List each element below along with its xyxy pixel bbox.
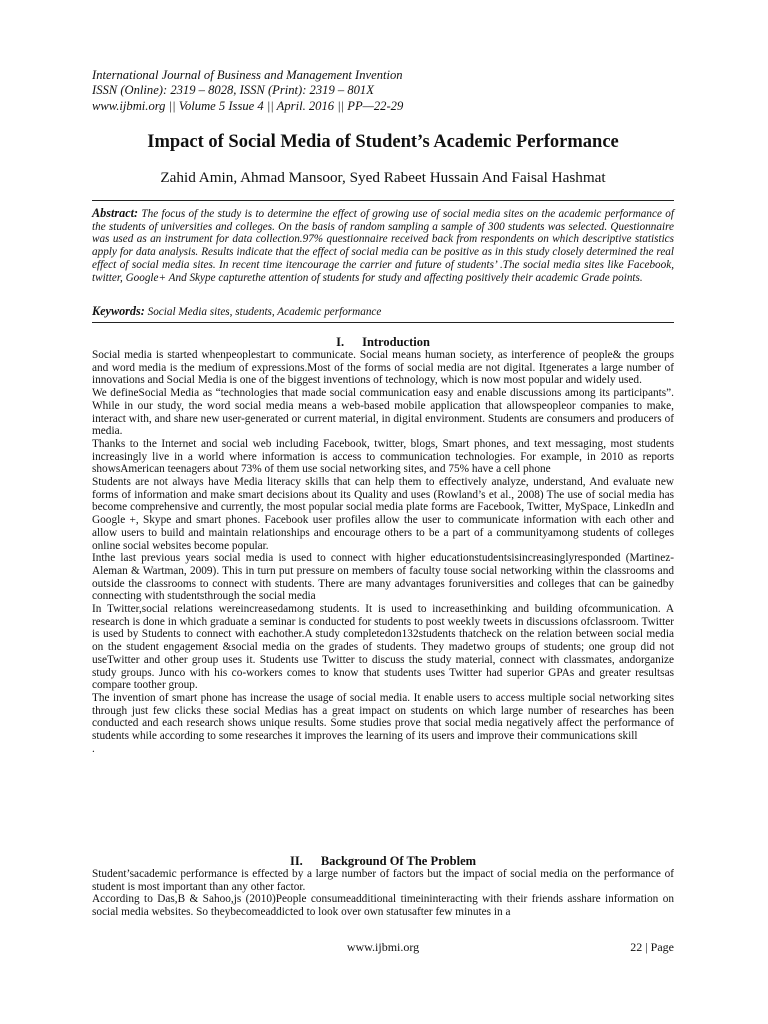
paragraph: Students are not always have Media literacy skills that can help them to effectively analyze, understand, And evaluate new forms of information and make smart decisions about its Quality and uses (Rowland’s et al., 2008) The use of social media has become comprehensive and currently, the most popular social media plate forms are Facebook, Twitter, MySpace, LinkedIn and Google +, Skype and smart phones. Facebook user profiles allow the user to communicate information with each other and allow users to build and maintain relationships and encourage others to be a part of a communityamong students of colleges online social websites become popular. xyxy=(92,476,674,552)
section-title: Introduction xyxy=(362,335,430,349)
keywords-text: Social Media sites, students, Academic performance xyxy=(144,306,382,318)
abstract xyxy=(92,207,674,284)
paragraph: The invention of smart phone has increase the usage of social media. It enable users to access multiple social networking sites through just few clicks these social Medias has a great impact on students on which large number of researches has been conducted and each research shows unique results. Some studies prove that social media negatively affect the performance of students while according to some researches it improves the learning of its users and improve their communications skill xyxy=(92,691,674,743)
footer-url: www.ijbmi.org xyxy=(346,940,420,954)
paragraph: Student’sacademic performance is effected by a large number of factors but the impact of social media on the performance of student is most important than any other factor. xyxy=(92,868,674,893)
paragraph: Social media is started whenpeoplestart to communicate. Social means human society, as interference of people& the groups and word media is the medium of expressions.Most of the forms of social media are not digital. Itgenerates a large number of innovations and Social Media is one of the biggest inventions of technology, which is now most popular and widely used. xyxy=(92,349,674,387)
paragraph: Thanks to the Internet and social web including Facebook, twitter, blogs, Smart phones, and text messaging, most students increasingly live in a world where information is access to communication technologies. For example, in 2010 as reports showsAmerican teenagers about 73% of them use social networking sites, and 75% have a cell phone xyxy=(92,437,674,476)
introduction-body xyxy=(92,349,674,756)
paper-title: Impact of Social Media of Student’s Academic Performance xyxy=(147,132,619,152)
footer-page-number: 22 | Page xyxy=(630,940,674,954)
journal-issn: ISSN (Online): 2319 – 8028, ISSN (Print): 2319 – 801X xyxy=(92,83,374,98)
paragraph: . xyxy=(92,742,95,755)
background-body xyxy=(92,868,674,919)
abstract-label: Abstract: xyxy=(92,206,139,220)
paragraph: We defineSocial Media as “technologies that made social communication easy and enable discussions among its participants”. While in our study, the word social media means a web-based mobile application that allowspeopleor companies to make, interact with, and share new user-generated or current material, in digital environment. Students are consumers and producers of media. xyxy=(92,387,674,438)
section-title: Background Of The Problem xyxy=(320,854,477,868)
section-number: I. xyxy=(336,335,345,349)
section-heading-background xyxy=(92,854,674,869)
paragraph: In Twitter,social relations wereincreasedamong students. It is used to increasethinking and building ofcommunication. A research is done in which graduate a seminar is conducted for students to post weekly tweets in discussions ofclassroom. Twitter is used by Students to connect with eachother.A study completedon132students thatcheck on the relation between social media on the student engagement &social media on the grades of students. They madetwo groups of students; one group did not useTwitter and other group uses it. Students use Twitter to discuss the study material, connect with classmates, andorganize study groups. Junco with his co-workers comes to know that students uses Twitter had superior GPAs and greater resultsas compare toother group. xyxy=(92,603,674,692)
section-number: II. xyxy=(289,854,303,868)
journal-header xyxy=(92,68,403,114)
paragraph: According to Das,B & Sahoo,js (2010)People consumeadditional timeininteracting with their friends asshare information on social media websites. So theybecomeaddicted to look over own statusafter few minutes in a xyxy=(92,893,674,919)
keywords-bottom-rule xyxy=(92,322,674,323)
keywords-label: Keywords: xyxy=(92,304,145,318)
journal-name: International Journal of Business and Management Invention xyxy=(92,68,403,82)
journal-issue: www.ijbmi.org || Volume 5 Issue 4 || April. 2016 || PP—22-29 xyxy=(92,98,404,113)
paper-authors: Zahid Amin, Ahmad Mansoor, Syed Rabeet Hussain And Faisal Hashmat xyxy=(160,169,606,186)
abstract-top-rule xyxy=(92,200,674,201)
paragraph: Inthe last previous years social media is used to connect with higher educationstudentsisincreasinglyresponded (Martinez-Aleman & Wartman, 2009). This in turn put pressure on members of faculty touse social networking within the classrooms and outside the classrooms to connect with students. There are many advantages foruniversities and colleges that can be gainedby connecting with studentsthrough the social media xyxy=(92,552,674,603)
keywords xyxy=(92,304,674,319)
abstract-text: The focus of the study is to determine the effect of growing use of social media sites on the academic performance of the students of universities and colleges. On the basis of random sampling a sample of 300 students was selected. Questionnaire was used as an instrument for data collection.97% questionnaire received back from respondents on which descriptive statistics apply for data analysis. Results indicate that the effect of social media can be positive as in this study closely determined the real effect of social media sites. In recent time itencourage the carrier and future of students’ .The social media sites like Facebook, twitter, Google+ And Skype capturethe attention of students for study and affecting positively their academic Grade points. xyxy=(92,208,674,284)
section-heading-introduction xyxy=(92,335,674,350)
